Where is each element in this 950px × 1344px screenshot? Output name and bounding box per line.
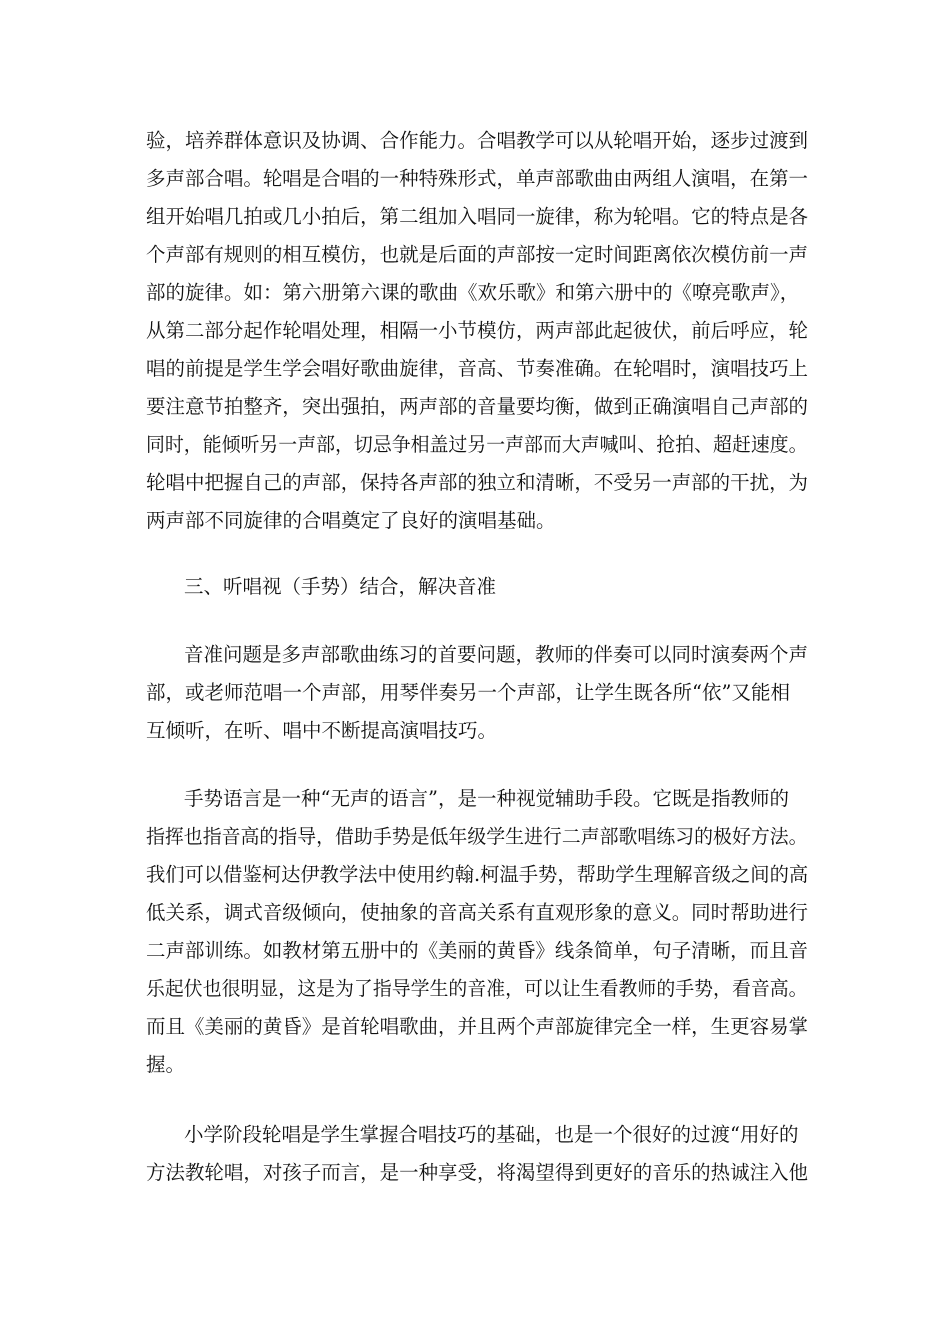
paragraph-line: 唱的前提是学生学会唱好歌曲旋律，音高、节奏准确。在轮唱时，演唱技巧上 (146, 357, 809, 380)
paragraph-line: 部的旋律。如：第六册第六课的歌曲《欢乐歌》和第六册中的《嘹亮歌声》， (146, 281, 800, 304)
paragraph-line: 个声部有规则的相互模仿，也就是后面的声部按一定时间距离依次模仿前一声 (146, 243, 809, 266)
paragraph-line: 轮唱中把握自己的声部，保持各声部的独立和清晰，不受另一声部的干扰，为 (146, 471, 809, 494)
paragraph-line: 同时，能倾听另一声部，切忌争相盖过另一声部而大声喊叫、抢拍、超赶速度。 (146, 433, 808, 456)
paragraph-line: 手势语言是一种“无声的语言”，是一种视觉辅助手段。它既是指教师的 (184, 787, 789, 810)
paragraph-line: 要注意节拍整齐，突出强拍，两声部的音量要均衡，做到正确演唱自己声部的 (146, 395, 809, 418)
paragraph-line: 小学阶段轮唱是学生掌握合唱技巧的基础，也是一个很好的过渡“用好的 (184, 1123, 799, 1146)
paragraph-line: 握。 (146, 1053, 186, 1076)
paragraph-line: 多声部合唱。轮唱是合唱的一种特殊形式，单声部歌曲由两组人演唱，在第一 (146, 167, 809, 190)
paragraph-line: 验，培养群体意识及协调、合作能力。合唱教学可以从轮唱开始，逐步过渡到 (146, 129, 809, 152)
paragraph-line: 方法教轮唱，对孩子而言，是一种享受，将渴望得到更好的音乐的热诚注入他 (146, 1161, 809, 1184)
paragraph-line: 而且《美丽的黄昏》是首轮唱歌曲，并且两个声部旋律完全一样，生更容易掌 (146, 1015, 809, 1038)
paragraph-line: 二声部训练。如教材第五册中的《美丽的黄昏》线条简单，句子清晰，而且音 (146, 939, 809, 962)
paragraph-line: 两声部不同旋律的合唱奠定了良好的演唱基础。 (146, 509, 556, 532)
paragraph-line: 低关系，调式音级倾向，使抽象的音高关系有直观形象的意义。同时帮助进行 (146, 901, 809, 924)
paragraph-line: 我们可以借鉴柯达伊教学法中使用约翰.柯温手势，帮助学生理解音级之间的高 (146, 863, 809, 886)
paragraph-line: 乐起伏也很明显，这是为了指导学生的音准，可以让生看教师的手势，看音高。 (146, 977, 808, 1000)
paragraph-line: 音准问题是多声部歌曲练习的首要问题，教师的伴奏可以同时演奏两个声 (184, 643, 809, 666)
section-heading: 三、听唱视（手势）结合，解决音准 (184, 575, 497, 598)
paragraph-line: 部，或老师范唱一个声部，用琴伴奏另一个声部，让学生既各所“依”又能相 (146, 681, 790, 704)
paragraph-line: 指挥也指音高的指导，借助手势是低年级学生进行二声部歌唱练习的极好方法。 (146, 825, 808, 848)
paragraph-line: 组开始唱几拍或几小拍后，第二组加入唱同一旋律，称为轮唱。它的特点是各 (146, 205, 809, 228)
paragraph-line: 互倾听，在听、唱中不断提高演唱技巧。 (146, 719, 498, 742)
paragraph-line: 从第二部分起作轮唱处理，相隔一小节模仿，两声部此起彼伏，前后呼应，轮 (146, 319, 809, 342)
